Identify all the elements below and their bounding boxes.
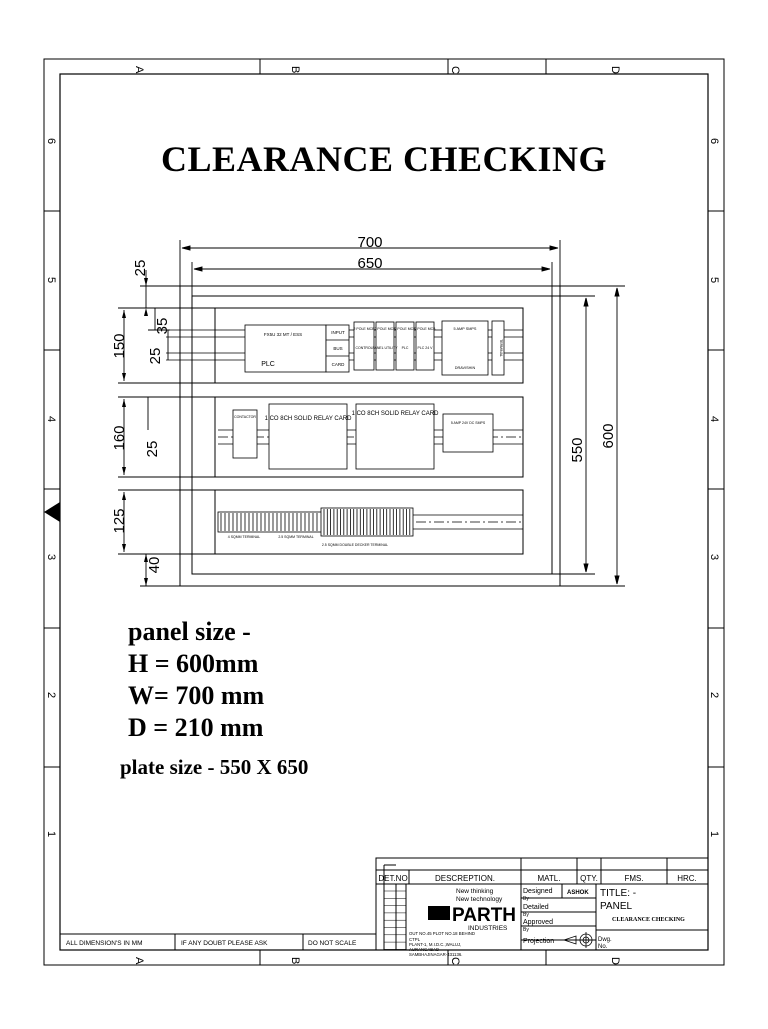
zone-letter-bottom-c: C [449, 957, 461, 965]
smps-label: 5 AMP SMPS [453, 327, 477, 331]
zone-num-left-2: 2 [45, 692, 57, 699]
panel-utility-label: PANEL UTILITY [372, 346, 398, 350]
address-line-1: OUT NO.45 PLOT NO.18 BEHIND [409, 931, 475, 936]
panel-height-spec: H = 600mm [128, 649, 259, 678]
mcb2-label: 2 POLE MCB [374, 327, 396, 331]
zone-letter-top-d: D [609, 66, 621, 74]
plc-model-label: FX5U 32 MT / ESS [263, 332, 303, 337]
dim-150-label: 150 [111, 333, 128, 359]
address-line-5: SAMBHAJINAGAR-431136. [409, 952, 463, 957]
address-line-2: CTPL [409, 937, 420, 942]
control-label: CONTROL [355, 346, 373, 350]
card-label: CARD [331, 362, 345, 367]
zone-num-right-3: 3 [708, 554, 720, 561]
revision-table-lines [384, 891, 406, 949]
dim-35-label: 35 [154, 317, 171, 335]
detailed-label: Detailed [523, 904, 549, 911]
company-tagline-1: New thinking [456, 888, 494, 895]
designed-by-label: By [523, 896, 529, 902]
note-doubt: IF ANY DOUBT PLEASE ASK [181, 940, 268, 947]
bus-label: BUS [333, 346, 343, 351]
company-name: INDUSTRIES [468, 925, 508, 932]
drawing-title: CLEARANCE CHECKING [160, 139, 608, 179]
dim-25-row1-label: 25 [147, 347, 164, 365]
dim-left-chain [118, 270, 215, 586]
panel-size-heading: panel size - [128, 617, 251, 646]
zone-num-left-6: 6 [45, 138, 57, 145]
address-line-3: PLANT-1, M.I.D.C.,WALUJ, [409, 942, 462, 947]
dim-160-label: 160 [111, 425, 128, 451]
title-block-title-label: TITLE: - [600, 888, 637, 899]
zone-num-left-5: 5 [45, 277, 57, 284]
smps2-label: 5 AMP 24V DC SMPS [450, 421, 486, 425]
panel-depth-spec: D = 210 mm [128, 713, 264, 742]
zone-letter-bottom-b: B [289, 957, 301, 965]
panel-width-spec: W= 700 mm [128, 681, 265, 710]
col-header-fms: FMS. [624, 874, 644, 883]
plc-label: PLC [261, 361, 275, 368]
mcb3-label: 2 POLE MCB [394, 327, 416, 331]
terminal-vertical-label: TERMINAL [499, 339, 503, 357]
designer-name: ASHOK [567, 890, 589, 896]
dim-550-label: 550 [569, 437, 586, 463]
title-block-subtitle: CLEARANCE CHECKING [612, 917, 685, 923]
dwg-no-label: No. [598, 944, 608, 950]
zone-num-left-4: 4 [45, 416, 57, 423]
col-header-hrc: HRC. [677, 874, 697, 883]
zone-num-left-3: 3 [45, 554, 57, 561]
input-label: INPUT [331, 330, 345, 335]
approved-by-label: By [523, 927, 529, 933]
col-header-description: DESCREPTION. [434, 874, 496, 883]
terminal-4sqmm-label: 4 SQMM TERMINAL [227, 535, 261, 539]
terminal-double-decker-label: 2.5 SQMM DOUBLE DECKER TERMINAL [321, 543, 389, 547]
zone-num-right-4: 4 [708, 416, 720, 423]
dim-25-top-label: 25 [132, 259, 149, 277]
zone-num-right-2: 2 [708, 692, 720, 699]
col-header-matl: MATL. [537, 874, 561, 883]
approved-label: Approved [523, 919, 553, 926]
dim-125-label: 125 [111, 508, 128, 534]
col-header-detno: DET.NO [378, 874, 408, 883]
dim-40-label: 40 [146, 556, 163, 574]
mcb1-label: 2 POLE MCB [353, 327, 375, 331]
relay-card-1-label: 1 CO 8CH SOLID RELAY CARD [264, 416, 352, 422]
terminal-2-5sqmm-label: 2.5 SQMM TERMINAL [278, 535, 314, 539]
plc-24v-label: PLC 24 V [417, 346, 433, 350]
contactor-label: CONTACTOR [234, 415, 256, 419]
dim-600-label: 600 [600, 423, 617, 449]
zone-num-left-1: 1 [45, 831, 57, 838]
zone-letter-top-a: A [133, 66, 145, 74]
plate-size-spec: plate size - 550 X 650 [120, 755, 309, 779]
dim-plate-height [552, 296, 595, 574]
relay-card-2-label: 1 CO 8CH SOLID RELAY CARD [351, 411, 439, 417]
zone-num-right-5: 5 [708, 277, 720, 284]
company-logo-text: PARTH [452, 905, 517, 926]
company-tagline-2: New technology [456, 896, 503, 903]
panel-spec-block [128, 616, 264, 744]
col-header-qty: QTY. [580, 874, 598, 883]
dwg-label: Dwg. [598, 937, 612, 943]
projection-label: Projection [523, 938, 555, 945]
mcb4-label: 2 POLE MCB [414, 327, 436, 331]
smps-brand-label: DRAVISHIN [454, 366, 476, 370]
dim-650-label: 650 [357, 255, 383, 272]
zone-letter-top-c: C [449, 66, 461, 74]
zone-letter-bottom-d: D [609, 957, 621, 965]
address-line-4: AURANGABAD [409, 947, 440, 952]
zone-num-right-1: 1 [708, 831, 720, 838]
detailed-by-label: By [523, 912, 529, 918]
centering-marker [44, 502, 60, 522]
title-block-title-value: PANEL [600, 901, 633, 912]
dim-700-label: 700 [357, 234, 383, 251]
zone-letter-top-b: B [289, 66, 301, 74]
dim-25-row2-label: 25 [144, 440, 161, 458]
plc-mcb-label: PLC [401, 346, 409, 350]
zone-letter-bottom-a: A [133, 957, 145, 965]
designed-label: Designed [523, 888, 553, 895]
note-dimensions: ALL DIMENSION'S IN MM [66, 940, 143, 947]
row3-terminals [218, 508, 413, 536]
zone-num-right-6: 6 [708, 138, 720, 145]
note-do-not-scale: DO NOT SCALE [308, 940, 357, 947]
company-logo [428, 888, 516, 932]
